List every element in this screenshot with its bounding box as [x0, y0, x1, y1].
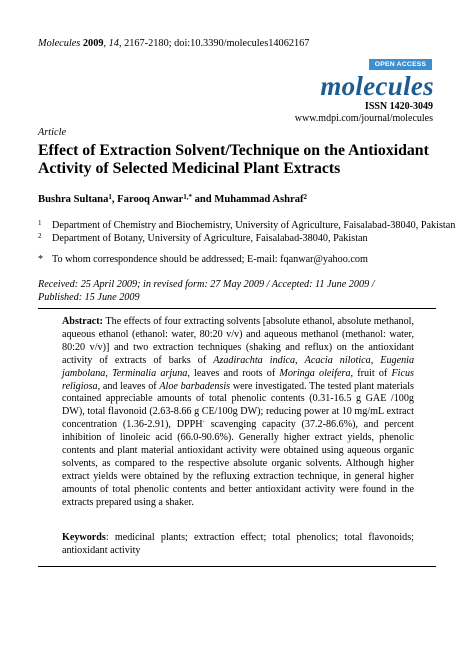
species-name: Azadirachta indica [213, 354, 296, 366]
abstract-text: , fruit of [350, 367, 392, 379]
species-name: Moringa oleifera [279, 367, 351, 379]
dates-published: Published: 15 June 2009 [38, 292, 140, 303]
abstract-top-rule [38, 308, 436, 309]
author-affil-sup: 1 [108, 193, 112, 201]
article-type: Article [38, 127, 67, 138]
abstract-text: , and leaves of [97, 380, 160, 392]
abstract-text: , [370, 354, 381, 366]
citation-year: 2009 [82, 38, 104, 49]
citation-doi: , 2167-2180; doi:10.3390/molecules14062167 [118, 38, 310, 49]
abstract-text: The effects of four extracting solvents [absolute ethanol, absolute methanol, aqueous ethanol (ethanol: water, 80:20 v/v) and aqueous methanol (methanol: water, 80:20 v/v)] and two extraction techniques (shaking and reflux) on the antioxidant activity of extracts of barks of [62, 316, 414, 366]
open-access-badge: OPEN ACCESS [369, 59, 432, 70]
species-name: Acacia nilotica [304, 354, 371, 366]
keywords-text: : medicinal plants; extraction effect; total phenolics; total flavonoids; antioxidant activity [62, 532, 414, 556]
abstract-label: Abstract: [62, 316, 104, 327]
citation-volume: 14 [108, 38, 119, 49]
affiliation-1: 1 Department of Chemistry and Biochemistry, University of Agriculture, Faisalabad-38040, Pakistan [38, 219, 456, 231]
species-name: Terminalia arjuna [112, 367, 188, 379]
abstract-text: , leaves and roots of [187, 367, 280, 379]
species-name: Aloe barbadensis [159, 380, 231, 392]
author-name: Bushra Sultana [38, 194, 109, 205]
citation-line: Molecules 2009, 14, 2167-2180; doi:10.3390/molecules14062167 [38, 38, 310, 49]
publication-dates [38, 278, 438, 304]
abstract [62, 316, 414, 510]
dates-received-accepted: Received: 25 April 2009; in revised form: 27 May 2009 / Accepted: 11 June 2009 / [38, 279, 375, 290]
abstract-text: , [105, 367, 113, 379]
abstract-text: were investigated. The tested plant materials contained appreciable amounts of total phenolic contents (0.31-16.5 g GAE /100g DW), total flavonoid (2.63-8.66 g CE/100g DW); reducing power at 10 mg/mL extract concentration (1.36-2.91), DPPH [62, 380, 415, 431]
author-name: Muhammad Ashraf [214, 194, 304, 205]
abstract-body [62, 316, 414, 508]
abstract-text: · [202, 418, 205, 427]
species-name: Eugenia jambolana [62, 354, 415, 379]
affiliation-2: 2 Department of Botany, University of Agriculture, Faisalabad-38040, Pakistan [38, 232, 368, 244]
keywords [62, 532, 414, 558]
abstract-text: scavenging capacity (37.2-86.6%), and percent inhibition of linoleic acid (66.0-90.6%). Generally higher extract yields, phenolic contents and plant material antioxidant activity were obtained using aqueous organic solvents, as compared to the respective absolute organic solvents. Although higher extract yields were obtained by the refluxing extraction technique, in general higher amounts of total phenolic contents and better antioxidant activity were found in the extracts prepared using a shaker. [62, 419, 414, 508]
author-affil-sup: 2 [303, 193, 308, 201]
journal-logo: molecules [320, 71, 434, 101]
article-title: Effect of Extraction Solvent/Technique on the Antioxidant Activity of Selected Medicinal Plant Extracts [38, 142, 429, 177]
abstract-bottom-rule [38, 566, 436, 567]
author-name: Farooq Anwar [117, 194, 184, 205]
issn: ISSN 1420-3049 [364, 101, 433, 112]
correspondence: * To whom correspondence should be addressed; E-mail: fqanwar@yahoo.com [38, 254, 368, 265]
keywords-label: Keywords [62, 532, 106, 543]
author-list: Bushra Sultana$^1$, Farooq Anwar$^{1,*}$ and Muhammad Ashraf$^2$ [38, 193, 308, 205]
journal-website[interactable]: www.mdpi.com/journal/molecules [294, 113, 433, 124]
author-affil-sup: 1,* [183, 193, 192, 201]
abstract-text: , [295, 354, 305, 366]
citation-journal: Molecules [38, 38, 81, 49]
species-name: Ficus religiosa [62, 367, 414, 392]
